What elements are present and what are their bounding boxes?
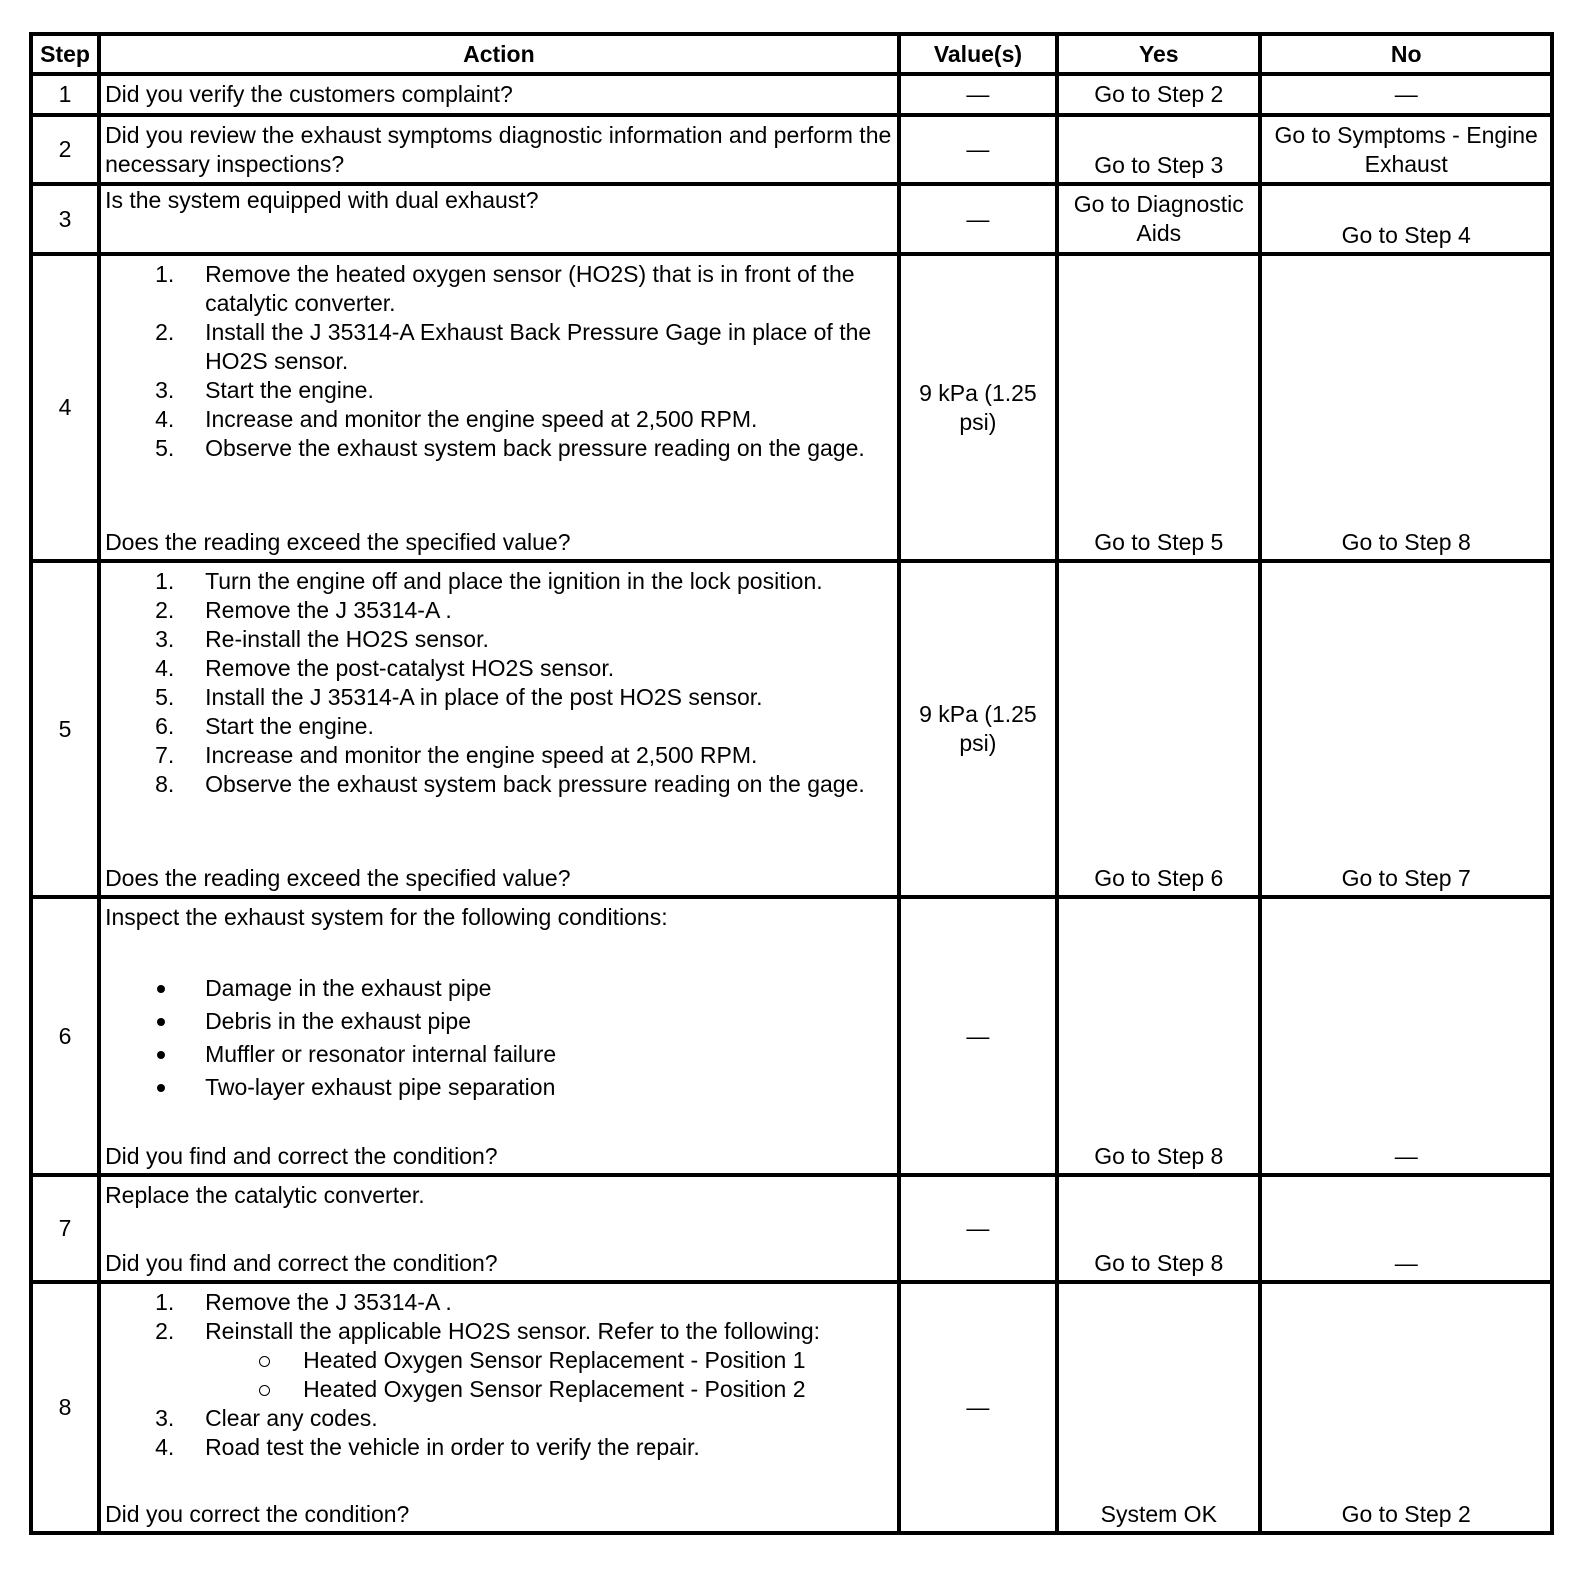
- item-number: 3.: [155, 626, 175, 652]
- item-text: Clear any codes.: [205, 1405, 378, 1431]
- item-text: Two-layer exhaust pipe separation: [205, 1074, 556, 1100]
- item-number: 2.: [155, 1318, 175, 1344]
- item-number: 2.: [155, 319, 175, 345]
- item-text: Increase and monitor the engine speed at 2,500 RPM.: [205, 742, 758, 768]
- item-text: Observe the exhaust system back pressure reading on the gage.: [205, 435, 865, 461]
- item-text: Install the J 35314-A in place of the post HO2S sensor.: [205, 684, 763, 710]
- question-text: Did you find and correct the condition?: [105, 1250, 498, 1276]
- no-cell: Go to Symptoms - Engine Exhaust: [1260, 115, 1552, 184]
- item-number: 5.: [155, 435, 175, 461]
- no-cell: Go to Step 2: [1260, 1282, 1552, 1533]
- sub-list-item: [105, 1346, 893, 1375]
- item-text: Reinstall the applicable HO2S sensor. Refer to the following:: [205, 1318, 821, 1344]
- item-number: 6.: [155, 713, 175, 739]
- list-item: [105, 260, 893, 318]
- item-text: Increase and monitor the engine speed at 2,500 RPM.: [205, 406, 758, 432]
- value-cell: 9 kPa (1.25 psi): [899, 254, 1058, 561]
- bullet-icon: [157, 985, 165, 993]
- item-number: 4.: [155, 1434, 175, 1460]
- list-item: [105, 1038, 893, 1071]
- step-number: 7: [31, 1175, 99, 1282]
- list-item: [105, 376, 893, 405]
- yes-cell: Go to Step 8: [1057, 897, 1260, 1175]
- circle-bullet-icon: [259, 1356, 270, 1367]
- item-number: 1.: [155, 261, 175, 287]
- table-row: [31, 1175, 1552, 1282]
- list-item: [105, 1071, 893, 1104]
- list-item: [105, 567, 893, 596]
- list-item: [105, 1288, 893, 1317]
- item-text: Road test the vehicle in order to verify the repair.: [205, 1434, 700, 1460]
- item-text: Heated Oxygen Sensor Replacement - Position 2: [303, 1376, 806, 1402]
- step-number: 1: [31, 74, 99, 115]
- step-list: [105, 563, 893, 799]
- table-row: [31, 1282, 1552, 1533]
- header-step: Step: [31, 34, 99, 74]
- item-text: Muffler or resonator internal failure: [205, 1041, 557, 1067]
- action-cell: [99, 1282, 899, 1533]
- circle-bullet-icon: [259, 1385, 270, 1396]
- item-text: Damage in the exhaust pipe: [205, 975, 492, 1001]
- no-cell: Go to Step 7: [1260, 561, 1552, 897]
- list-item: [105, 434, 893, 463]
- step-number: 4: [31, 254, 99, 561]
- step-list: [105, 1284, 893, 1462]
- value-cell: —: [899, 1175, 1058, 1282]
- yes-cell: Go to Step 2: [1057, 74, 1260, 115]
- list-item: [105, 625, 893, 654]
- no-cell: —: [1260, 74, 1552, 115]
- action-text: Did you verify the customers complaint?: [99, 74, 899, 115]
- value-cell: —: [899, 115, 1058, 184]
- question-text: Does the reading exceed the specified value?: [105, 865, 571, 891]
- question-text: Did you correct the condition?: [105, 1501, 410, 1527]
- item-number: 7.: [155, 742, 175, 768]
- item-number: 5.: [155, 684, 175, 710]
- list-item: [105, 972, 893, 1005]
- question-text: Does the reading exceed the specified value?: [105, 529, 571, 555]
- condition-list: [105, 972, 893, 1104]
- list-item: [105, 654, 893, 683]
- item-text: Start the engine.: [205, 377, 374, 403]
- no-cell: Go to Step 4: [1260, 184, 1552, 254]
- value-cell: —: [899, 897, 1058, 1175]
- table-row: [31, 115, 1552, 184]
- item-number: 2.: [155, 597, 175, 623]
- list-item: [105, 1317, 893, 1346]
- question-text: Did you find and correct the condition?: [105, 1143, 498, 1169]
- item-number: 4.: [155, 406, 175, 432]
- list-item: [105, 741, 893, 770]
- list-item: [105, 712, 893, 741]
- table-row: [31, 74, 1552, 115]
- step-number: 8: [31, 1282, 99, 1533]
- step-number: 6: [31, 897, 99, 1175]
- item-number: 1.: [155, 568, 175, 594]
- value-cell: —: [899, 184, 1058, 254]
- list-item: [105, 770, 893, 799]
- step-number: 2: [31, 115, 99, 184]
- list-item: [105, 1433, 893, 1462]
- list-item: [105, 596, 893, 625]
- table-row: [31, 897, 1552, 1175]
- intro-text: Inspect the exhaust system for the following conditions:: [105, 904, 668, 930]
- item-number: 3.: [155, 1405, 175, 1431]
- table-row: [31, 561, 1552, 897]
- step-list: [105, 256, 893, 463]
- table-row: [31, 184, 1552, 254]
- yes-cell: Go to Step 6: [1057, 561, 1260, 897]
- list-item: [105, 318, 893, 376]
- action-cell: [99, 1175, 899, 1282]
- header-yes: Yes: [1057, 34, 1260, 74]
- item-text: Heated Oxygen Sensor Replacement - Position 1: [303, 1347, 806, 1373]
- yes-cell: System OK: [1057, 1282, 1260, 1533]
- list-item: [105, 405, 893, 434]
- item-text: Start the engine.: [205, 713, 374, 739]
- no-cell: —: [1260, 1175, 1552, 1282]
- table-row: [31, 254, 1552, 561]
- item-number: 1.: [155, 1289, 175, 1315]
- action-text: Did you review the exhaust symptoms diagnostic information and perform the necessary inspections?: [99, 115, 899, 184]
- item-text: Remove the J 35314-A .: [205, 597, 452, 623]
- item-number: 3.: [155, 377, 175, 403]
- action-cell: [99, 561, 899, 897]
- yes-cell: Go to Diagnostic Aids: [1057, 184, 1260, 254]
- list-item: [105, 1404, 893, 1433]
- list-item: [105, 683, 893, 712]
- item-text: Remove the heated oxygen sensor (HO2S) that is in front of the catalytic converter.: [205, 261, 855, 316]
- item-text: Debris in the exhaust pipe: [205, 1008, 471, 1034]
- item-text: Remove the post-catalyst HO2S sensor.: [205, 655, 615, 681]
- no-cell: —: [1260, 897, 1552, 1175]
- item-text: Install the J 35314-A Exhaust Back Pressure Gage in place of the HO2S sensor.: [205, 319, 872, 374]
- item-number: 4.: [155, 655, 175, 681]
- list-item: [105, 1005, 893, 1038]
- action-text: Is the system equipped with dual exhaust?: [99, 184, 899, 254]
- action-cell: [99, 897, 899, 1175]
- diagnostic-table: [29, 32, 1554, 1535]
- yes-cell: Go to Step 5: [1057, 254, 1260, 561]
- bullet-icon: [157, 1084, 165, 1092]
- item-text: Re-install the HO2S sensor.: [205, 626, 489, 652]
- action-cell: [99, 254, 899, 561]
- item-number: 8.: [155, 771, 175, 797]
- header-values: Value(s): [899, 34, 1058, 74]
- header-row: [31, 34, 1552, 74]
- item-text: Observe the exhaust system back pressure reading on the gage.: [205, 771, 865, 797]
- intro-text: Replace the catalytic converter.: [105, 1182, 425, 1208]
- bullet-icon: [157, 1018, 165, 1026]
- yes-cell: Go to Step 8: [1057, 1175, 1260, 1282]
- yes-cell: Go to Step 3: [1057, 115, 1260, 184]
- step-number: 3: [31, 184, 99, 254]
- header-action: Action: [99, 34, 899, 74]
- header-no: No: [1260, 34, 1552, 74]
- sub-list-item: [105, 1375, 893, 1404]
- bullet-icon: [157, 1051, 165, 1059]
- item-text: Turn the engine off and place the ignition in the lock position.: [205, 568, 823, 594]
- value-cell: —: [899, 74, 1058, 115]
- no-cell: Go to Step 8: [1260, 254, 1552, 561]
- item-text: Remove the J 35314-A .: [205, 1289, 452, 1315]
- value-cell: 9 kPa (1.25 psi): [899, 561, 1058, 897]
- step-number: 5: [31, 561, 99, 897]
- value-cell: —: [899, 1282, 1058, 1533]
